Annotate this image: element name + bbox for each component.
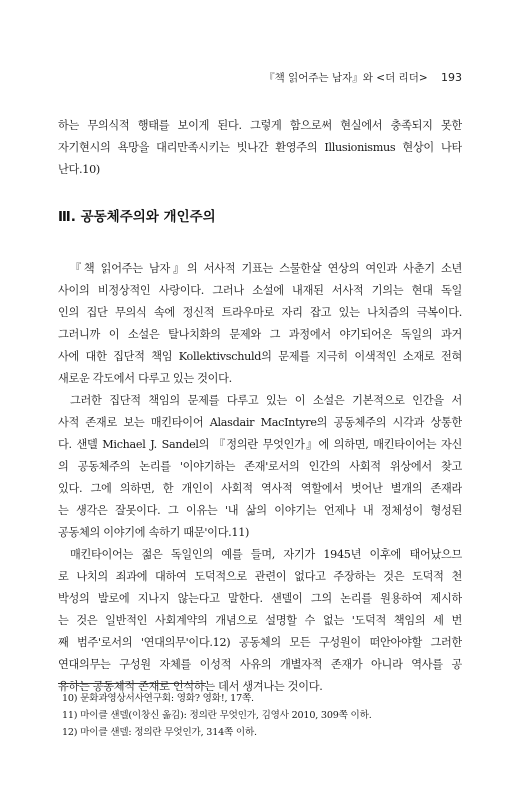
text-line: 로 나치의 죄과에 대하여 도덕적으로 관련이 없다고 주장하는 것은 도덕적 천 bbox=[58, 570, 462, 583]
paragraph-2 bbox=[58, 390, 462, 544]
text-line: 하는 무의식적 행태를 보이게 된다. 그렇게 함으로써 현실에서 충족되지 못한 bbox=[58, 119, 462, 132]
text-line: 자기현시의 욕망을 대리만족시키는 빗나간 환영주의 Illusionismus 현상이 나타 bbox=[58, 141, 462, 154]
text-line: 있다. 그에 의하면, 한 개인이 사회적 역사적 역할에서 벗어난 별개의 존재라 bbox=[58, 482, 462, 495]
text-line: 의 공동체주의 논리를 '이야기하는 존재'로서의 인간의 사회적 위상에서 찾고 bbox=[58, 460, 462, 473]
footnote-divider bbox=[58, 683, 206, 684]
footnote: 12) 마이클 샌델: 정의란 무엇인가, 314쪽 이하. bbox=[62, 727, 257, 738]
footnote: 11) 마이클 샌델(이창신 옮김): 정의란 무엇인가, 김영사 2010, 309쪽 이하. bbox=[62, 710, 372, 721]
text-line: 유하는 공동체적 존재로 인식하는 데서 생겨나는 것이다. bbox=[58, 680, 323, 693]
intro-paragraph bbox=[58, 115, 462, 181]
text-line: 그러한 집단적 책임의 문제를 다루고 있는 이 소설은 기본적으로 인간을 서 bbox=[70, 394, 462, 407]
text-line: 그러니까 이 소설은 탈나치화의 문제와 그 과정에서 야기되어온 독일의 과거 bbox=[58, 328, 462, 341]
text-line: 사에 대한 집단적 책임 Kollektivschuld의 문제를 지극히 이색적인 소재로 전혀 bbox=[58, 350, 462, 363]
text-line: 째 범주'로서의 '연대의무'이다.12) 공동체의 모든 구성원이 떠안아야할 그러한 bbox=[58, 636, 462, 649]
text-line: 사이의 비정상적인 사랑이다. 그러나 소설에 내재된 서사적 기의는 현대 독일 bbox=[58, 284, 462, 297]
footnote: 10) 문화과영상서사연구회: 영화? 영화!, 17쪽. bbox=[62, 693, 254, 704]
text-line: 는 것은 일반적인 사회계약의 개념으로 설명할 수 없는 '도덕적 책임의 세 번 bbox=[58, 614, 462, 627]
text-line: 새로운 각도에서 다루고 있는 것이다. bbox=[58, 372, 232, 385]
paragraph-3 bbox=[58, 544, 462, 698]
paragraph-1 bbox=[58, 258, 462, 390]
section-heading: Ⅲ. 공동체주의와 개인주의 bbox=[58, 209, 216, 225]
text-line: 『책 읽어주는 남자』의 서사적 기표는 스물한살 연상의 여인과 사춘기 소년 bbox=[70, 262, 462, 275]
text-line: 사적 존재로 보는 매킨타이어 Alasdair MacIntyre의 공동체주의 시각과 상통한 bbox=[58, 416, 462, 429]
text-line: 연대의무는 구성원 자체를 이성적 사유의 개별자적 존재가 아니라 역사를 공 bbox=[58, 658, 462, 671]
text-line: 인의 집단 무의식 속에 정신적 트라우마로 자리 잡고 있는 나치즘의 극복이다. bbox=[58, 306, 462, 319]
text-line: 난다.10) bbox=[58, 163, 100, 176]
running-header-title: 『책 읽어주는 남자』와 <더 리더> bbox=[264, 72, 428, 84]
text-line: 다. 샌델 Michael J. Sandel의 『정의란 무엇인가』에 의하면, 매킨타이어는 자신 bbox=[58, 438, 462, 451]
text-line: 박성의 발로에 지나지 않는다고 말한다. 샌델이 그의 논리를 원용하여 제시하 bbox=[58, 592, 462, 605]
running-header bbox=[264, 70, 462, 85]
text-line: 공동체의 이야기에 속하기 때문'이다.11) bbox=[58, 526, 250, 539]
text-line: 매킨타이어는 젊은 독일인의 예를 들며, 자기가 1945년 이후에 태어났으므 bbox=[70, 548, 462, 561]
page-number: 193 bbox=[441, 71, 462, 84]
footnotes bbox=[62, 690, 372, 741]
text-line: 는 생각은 잘못이다. 그 이유는 '내 삶의 이야기는 언제나 내 정체성이 형성된 bbox=[58, 504, 462, 517]
